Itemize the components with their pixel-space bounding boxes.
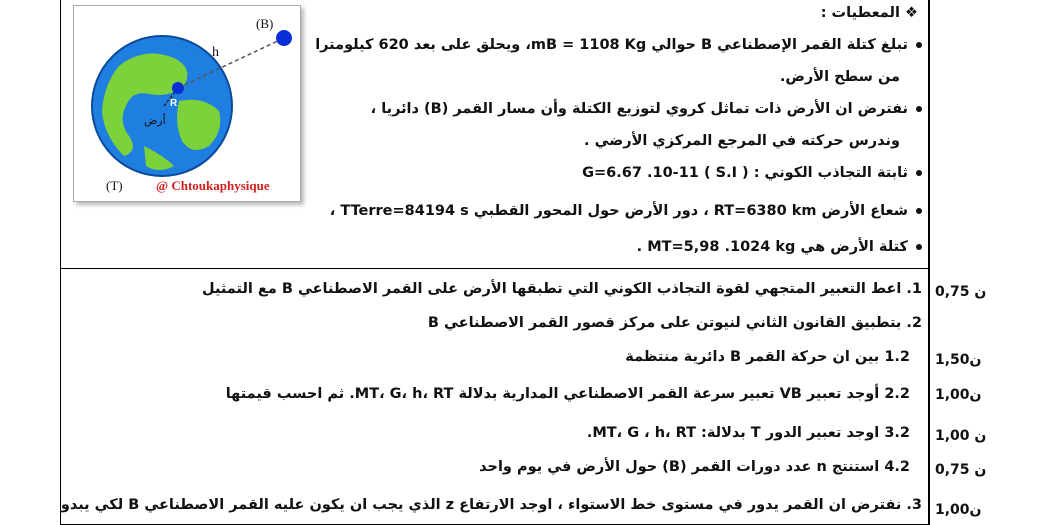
watermark: @ Chtoukaphysique [156,178,270,193]
givens-header [821,6,918,21]
label-r: R [170,98,178,109]
satellite-b [276,30,292,46]
question-2-3: 3.2 اوجد تعبير الدور T بدلالة: MT، G ، h، RT. [586,425,910,441]
bullet-icon [916,170,922,176]
bullet-icon [916,208,922,214]
question-1-points: 0,75 ن [935,284,987,300]
givens-title: المعطيات : [820,5,900,21]
label-t: (T) [106,178,123,193]
bullet-icon [916,244,922,250]
question-2-4: 4.2 استنتج n عدد دورات القمر (B) حول الأرض في يوم واحد [479,459,910,475]
givens-divider [60,268,930,269]
given-assumption-cont: وندرس حركته في المرجع المركزي الأرضي . [584,133,900,149]
question-2-2-points: 1,00ن [935,387,982,403]
satellite-on-surface [172,82,184,94]
earth-satellite-figure [73,5,301,202]
given-earth-radius: شعاع الأرض RT=6380 km ، دور الأرض حول المحور القطبي TTerre=84194 s ، [330,204,922,219]
label-earth: أرض [144,114,166,127]
question-2-4-points: 0,75 ن [935,462,987,478]
question-3: 3. نفترض ان القمر يدور في مستوى خط الاستواء ، اوجد الارتفاع z الذي يجب ان يكون عليه القمر الاصطناعي B لكي يبدو [60,497,922,513]
question-2-1-points: 1,50ن [935,352,982,368]
given-earth-mass: كتلة الأرض هي MT=5,98 .1024 kg . [637,240,922,255]
label-h: h [212,45,219,60]
bullet-icon [916,106,922,112]
question-2: 2. بتطبيق القانون الثاني لنيوتن على مركز قصور القمر الاصطناعي B [427,315,922,331]
question-2-2: 2.2 أوجد تعبير VB تعبير سرعة القمر الاصطناعي المدارية بدلالة MT، G، h، RT. ثم احسب قيمتها [225,386,910,402]
diamond-icon: ❖ [905,5,918,21]
question-3-points: 1,00ن [935,502,982,518]
label-b: (B) [256,16,274,31]
question-2-3-points: 1,00 ن [935,428,987,444]
points-column-divider [928,0,929,525]
earth-satellite-diagram [74,6,300,201]
question-2-1: 1.2 بين ان حركة القمر B دائرية منتظمة [625,349,910,365]
given-assumption: نفترض ان الأرض ذات تماثل كروي لتوزيع الكتلة وأن مسار القمر (B) دائريا ، [371,102,922,117]
given-mass-satellite: تبلغ كتلة القمر الإصطناعي B حوالي mB = 1108 Kg، ويحلق على بعد 620 كيلومترا [315,38,922,53]
given-gravitational-constant: ثابتة التجاذب الكوني : ( S.I ) G=6.67 .10-11 [582,166,922,181]
given-mass-satellite-cont: من سطح الأرض. [779,69,900,85]
question-1: 1. اعط التعبير المتجهي لقوة التجاذب الكوني التي تطبقها الأرض على القمر الاصطناعي B مع التمثيل [202,281,922,297]
bullet-icon [916,42,922,48]
